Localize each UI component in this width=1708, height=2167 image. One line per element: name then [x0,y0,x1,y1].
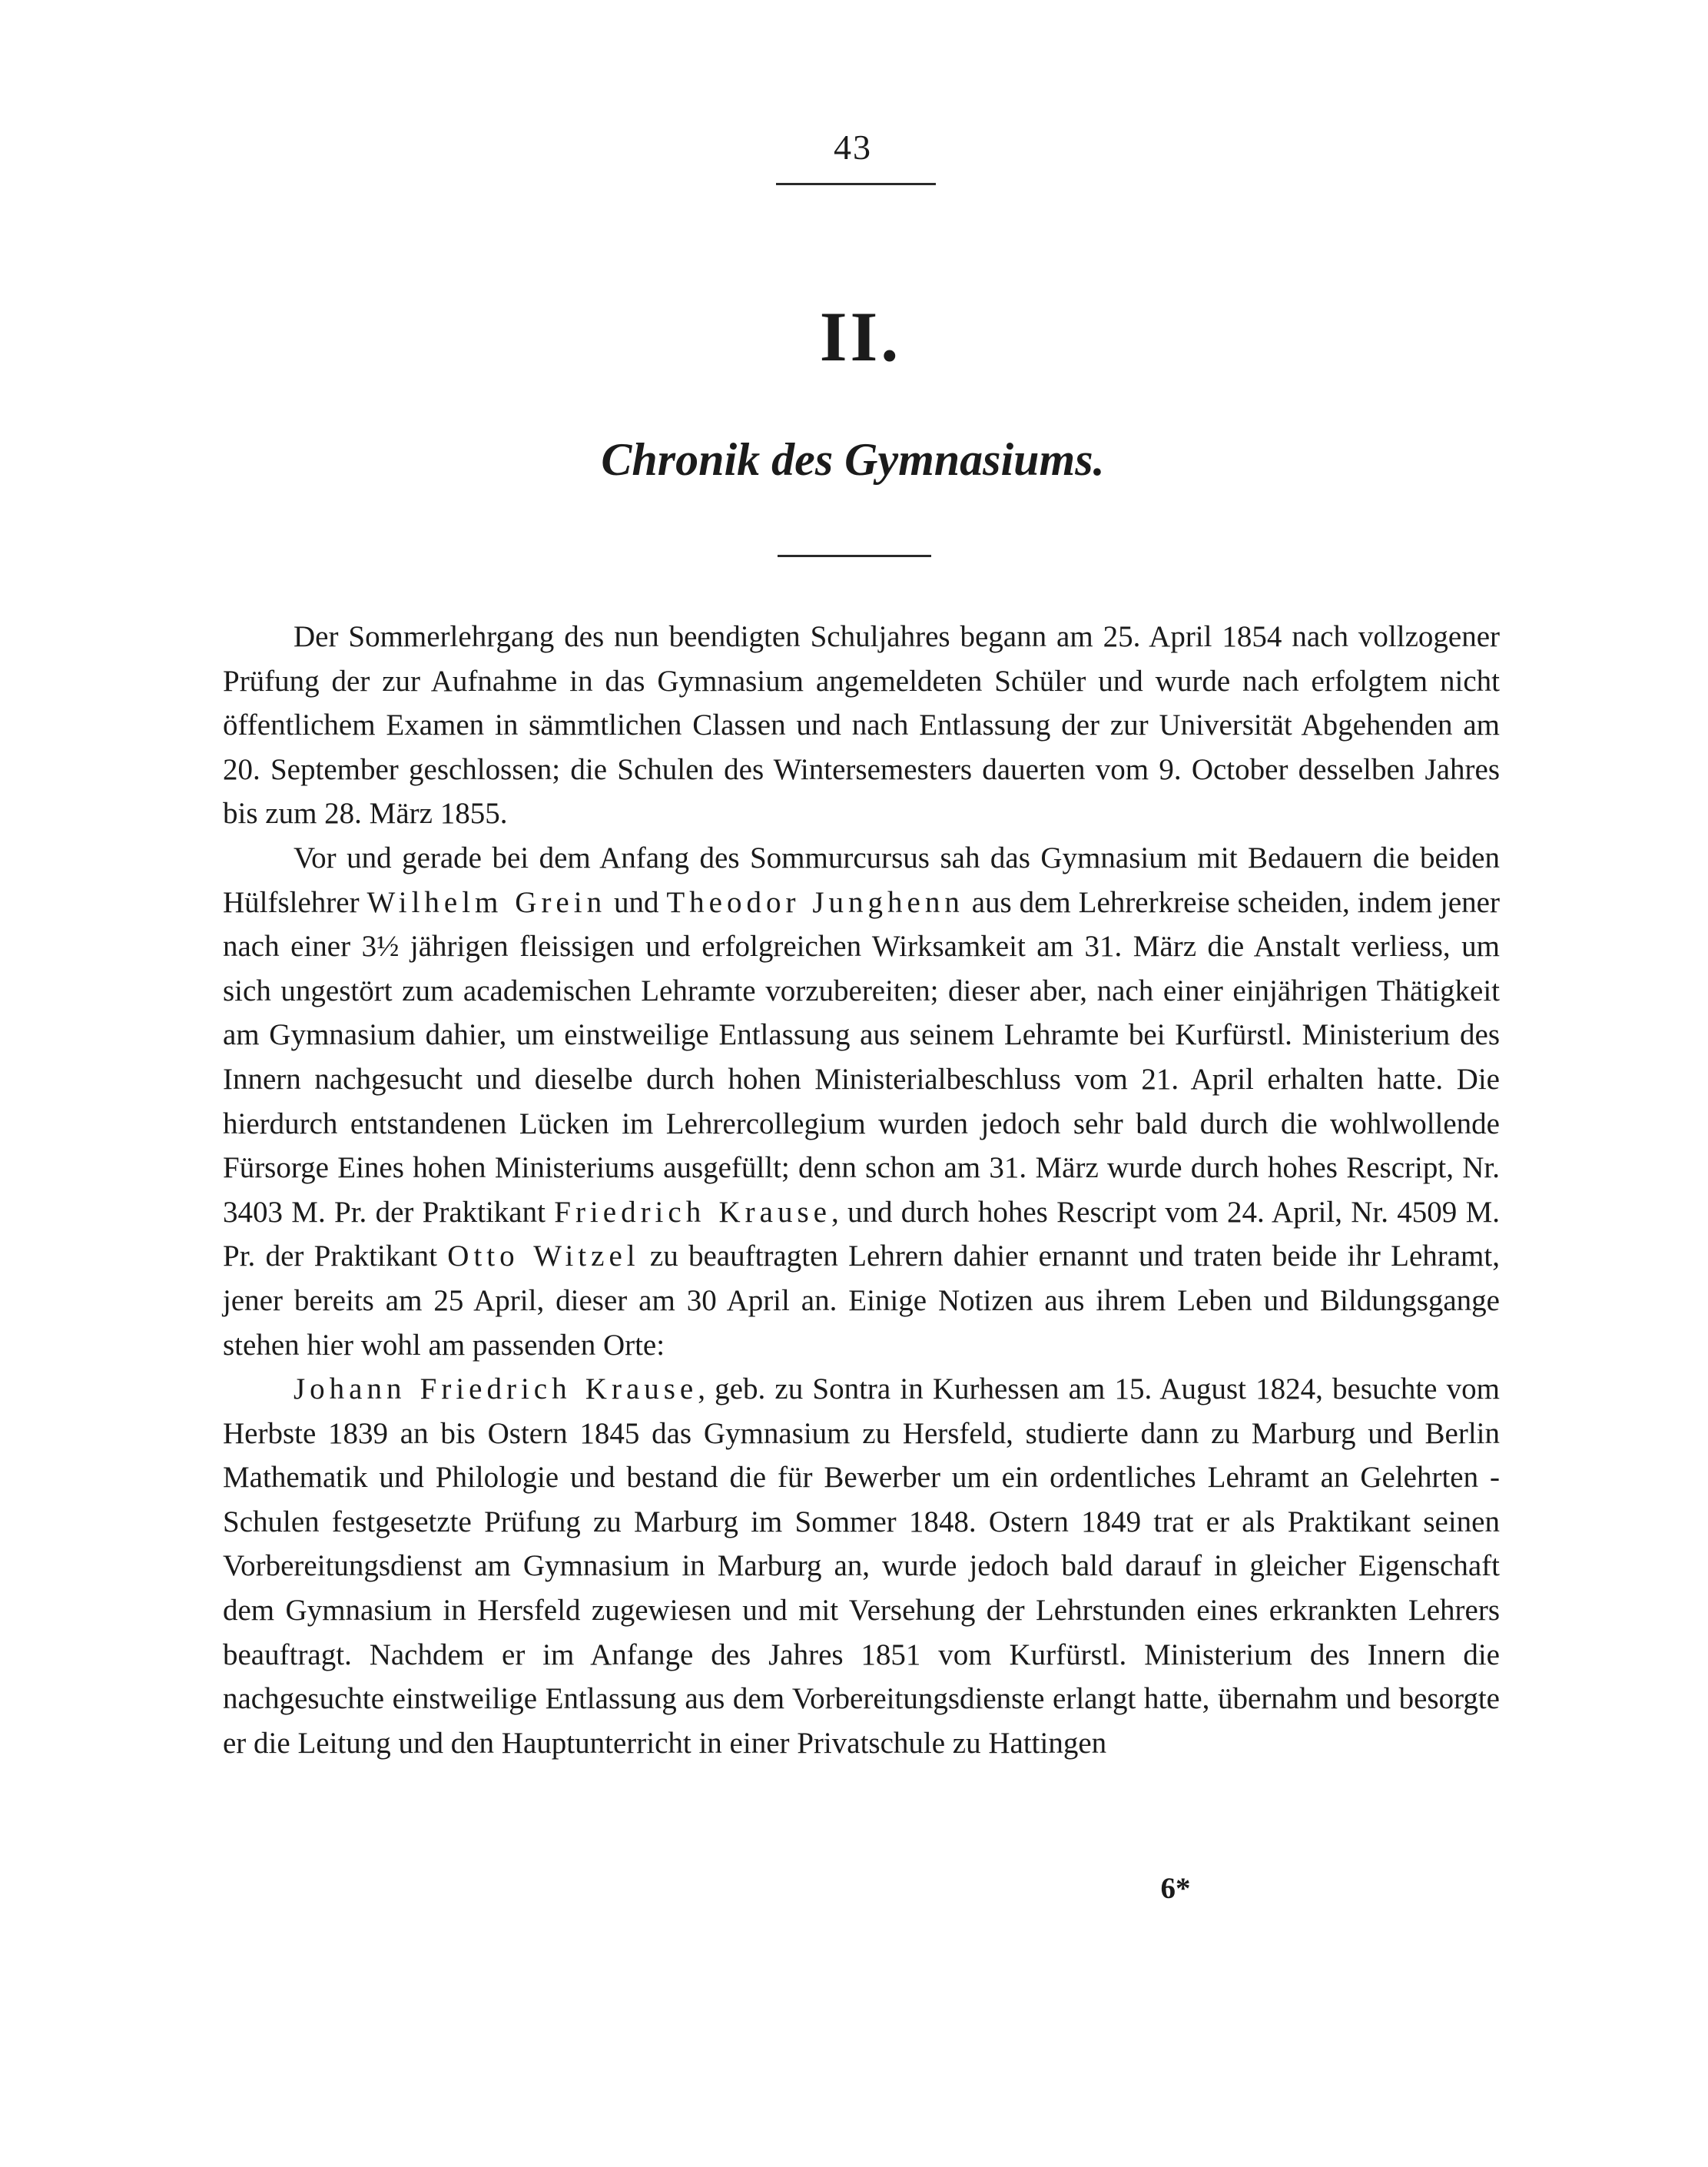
section-title: Chronik des Gymnasiums. [601,434,1105,485]
person-name: Wilhelm Grein [366,885,607,919]
person-name: Friedrich Krause [554,1195,831,1229]
paragraph-text: zu beauftragten Lehrern dahier ernannt und traten beide ihr Lehramt, jener bereits am 25 April, dieser am 30 April an. Einige Notizen aus ihrem Leben und Bildungsgange stehen hier wohl am passenden Orte: [223,1239,1500,1362]
page-number: 43 [834,128,872,167]
paragraph-text: , und durch hohes Rescript vom 24. April, Nr. 4509 M. Pr. der Praktikant [223,1195,1501,1273]
paragraph-text: Der Sommerlehrgang des nun beendigten Schuljahres begann am 25. April 1854 nach vollzogener Prüfung der zur Aufnahme in das Gymnasium angemeldeten Schüler und wurde nach erfolgtem nicht öffentlichem Examen in sämmtlichen Classen und nach Entlassung der zur Universität Abgehenden am 20. September geschlossen; die Schulen des Wintersemesters dauerten vom 9. October desselben Jahres bis zum 28. März 1855. [223,620,1500,831]
paragraph-text: , geb. zu Sontra in Kurhessen am 15. August 1824, besuchte vom Herbste 1839 an bis Ostern 1845 das Gymnasium zu Hersfeld, studierte dann zu Marburg und Berlin Mathematik und Philologie und bestand die für Bewerber um ein ordentliches Lehramt an Gelehrten - Schulen festgesetzte Prüfung zu Marburg im Sommer 1848. Ostern 1849 trat er als Praktikant seinen Vorbereitungsdienst am Gymnasium in Marburg an, wurde jedoch bald darauf in gleicher Eigenschaft dem Gymnasium in Hersfeld zugewiesen und mit Versehung der Lehrstunden eines erkrankten Lehrers beauftragt. Nachdem er im Anfange des Jahres 1851 vom Kurfürstl. Ministerium des Innern die nachgesuchte einstweilige Entlassung aus dem Vorbereitungsdienste erlangt hatte, übernahm und besorgte er die Leitung und den Hauptunterricht in einer Privatschule zu Hattingen [223,1372,1500,1760]
paragraph-text: Vor und gerade bei dem Anfang des Sommurcursus sah das Gymnasium mit Bedauern die beiden Hülfslehrer [223,841,1500,919]
signature-mark: 6* [1160,1872,1191,1905]
header-rule [776,183,936,185]
title-rule [778,555,931,557]
person-name: Theodor Junghenn [666,885,964,919]
paragraph-text: aus dem Lehrerkreise scheiden, indem jener nach einer 3½ jährigen fleissigen und erfolgreichen Wirksamkeit am 31. März die Anstalt verliess, um sich ungestört zum academischen Lehramte vorzubereiten; dieser aber, nach einer einjährigen Thätigkeit am Gymnasium dahier, um einstweilige Entlassung aus seinem Lehramte bei Kurfürstl. Ministerium des Innern nachgesucht und dieselbe durch hohen Ministerialbeschluss vom 21. April erhalten hatte. Die hierdurch entstandenen Lücken im Lehrercollegium wurden jedoch sehr bald durch die wohlwollende Fürsorge Eines hohen Ministeriums ausgefüllt; denn schon am 31. März wurde durch hohes Rescript, Nr. 3403 M. Pr. der Praktikant [223,885,1500,1229]
section-number: II. [819,297,902,376]
paragraph-3 [223,1367,1500,1765]
paragraph-text: und [606,885,667,919]
paragraph-1 [223,615,1500,836]
body-text [223,615,1500,1765]
paragraph-2 [223,836,1500,1367]
person-name: Otto Witzel [447,1239,640,1273]
person-name: Johann Friedrich Krause [294,1372,698,1406]
